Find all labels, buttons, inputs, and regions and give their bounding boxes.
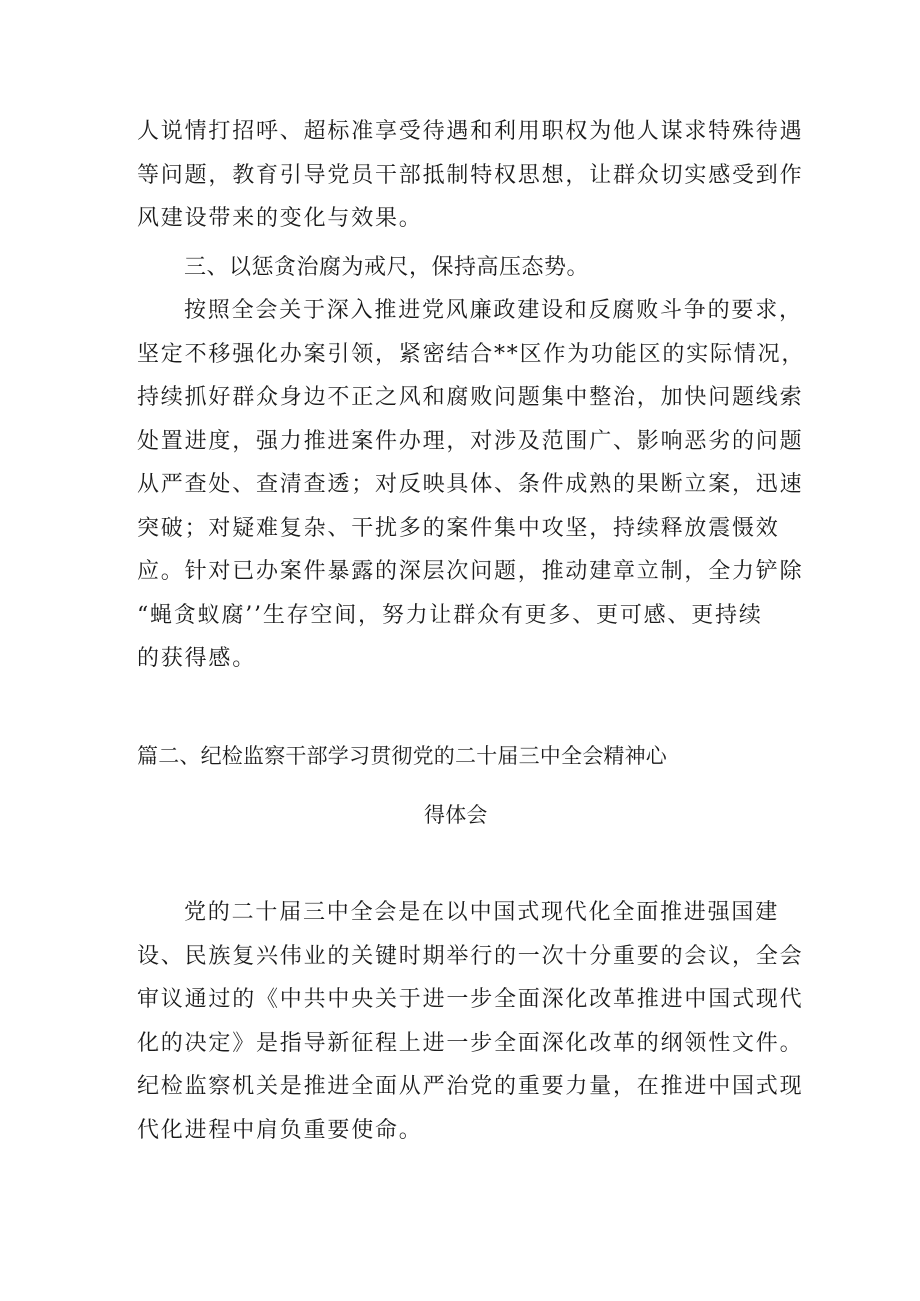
paragraph-line: “蝇贪蚁腐’’生存空间，努力让群众有更多、更可感、更持续 [137,603,763,628]
paragraph-line: 持续抓好群众身边不正之风和腐败问题集中整治，加快问题线索 [137,385,804,410]
article-title: 篇二、纪检监察干部学习贯彻党的二十届三中全会精神心 [137,744,667,768]
paragraph-line: 审议通过的《中共中央关于进一步全面深化改革推进中国式现代 [137,987,804,1012]
paragraph-line: 的获得感。 [137,646,257,671]
section-heading: 三、以惩贪治腐为戒尺，保持高压态势。 [184,255,590,280]
paragraph-line: 坚定不移强化办案引领，紧密结合**区作为功能区的实际情况， [137,342,806,367]
paragraph-line: 从严查处、查清查透；对反映具体、条件成熟的果断立案，迅速 [137,472,804,497]
paragraph-line: 化的决定》是指导新征程上进一步全面深化改革的纲领性文件。 [137,1031,804,1056]
paragraph-line: 处置进度，强力推进案件办理，对涉及范围广、影响恶劣的问题 [137,429,804,454]
paragraph-line: 纪检监察机关是推进全面从严治党的重要力量，在推进中国式现 [137,1074,804,1099]
paragraph-line: 按照全会关于深入推进党风廉政建设和反腐败斗争的要求， [184,298,803,323]
paragraph-line: 突破；对疑难复杂、干扰多的案件集中攻坚，持续释放震慑效 [137,516,780,541]
paragraph-line: 应。针对已办案件暴露的深层次问题，推动建章立制，全力铲除 [137,559,804,584]
paragraph-line: 设、民族复兴伟业的关键时期举行的一次十分重要的会议，全会 [137,944,804,969]
article-title-continued: 得体会 [424,803,488,827]
paragraph-line: 等问题，教育引导党员干部抵制特权思想，让群众切实感受到作 [137,163,804,188]
paragraph-line: 人说情打招呼、超标准享受待遇和利用职权为他人谋求特殊待遇 [137,119,804,144]
paragraph-line: 代化进程中肩负重要使命。 [137,1118,423,1143]
paragraph-line: 风建设带来的变化与效果。 [137,206,423,231]
paragraph-line: 党的二十届三中全会是在以中国式现代化全面推进强国建 [184,900,780,925]
